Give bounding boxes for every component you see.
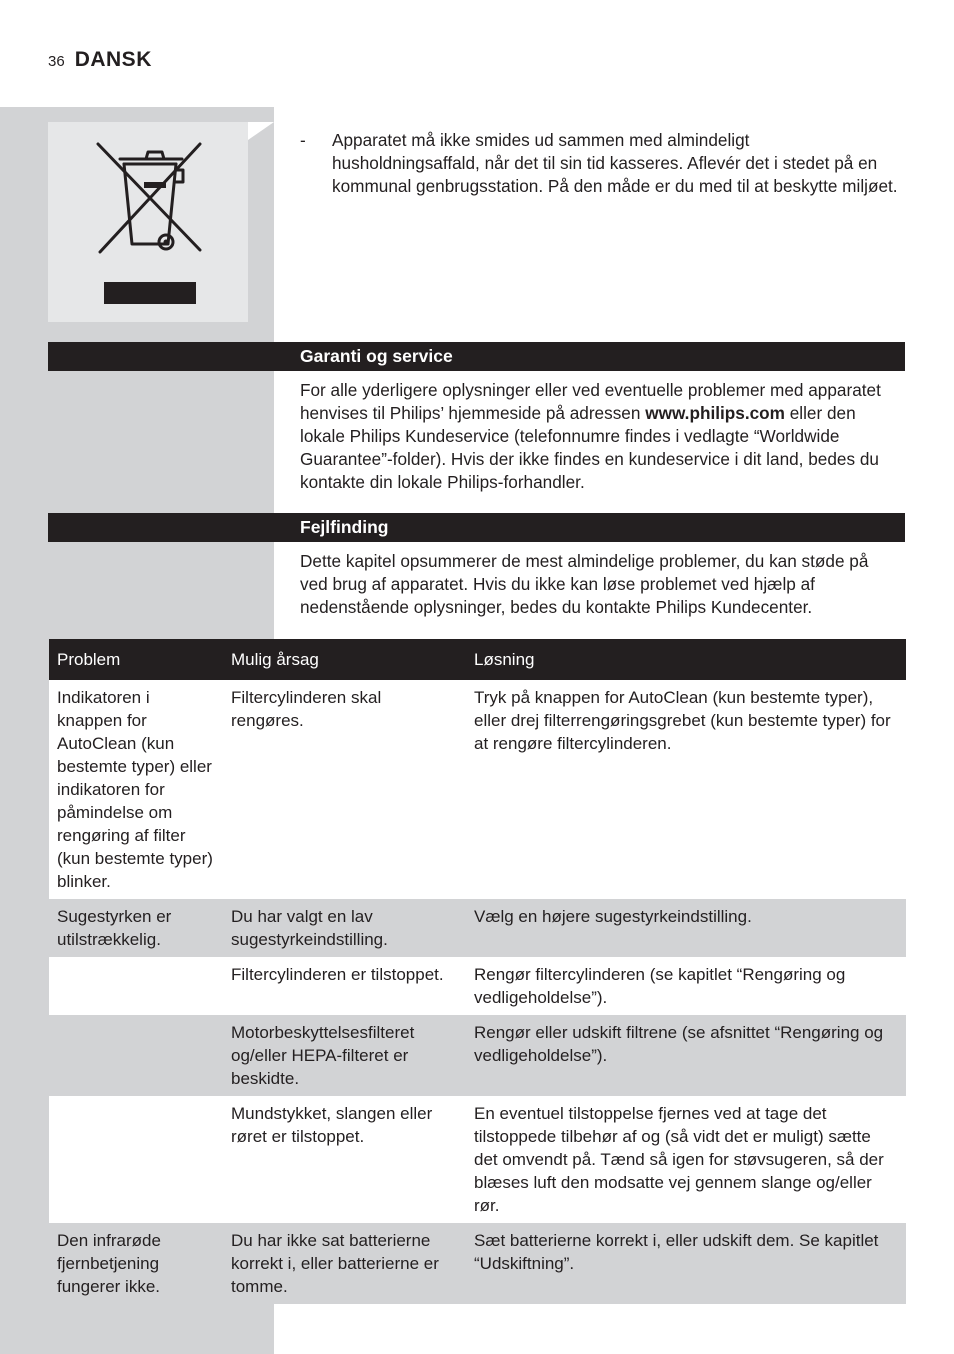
column-header-cause: Mulig årsag <box>223 639 466 680</box>
troubleshooting-intro: Dette kapitel opsummerer de mest almindelige problemer, du kan støde på ved brug af apparatet. Hvis du ikke kan løse problemet ved hjælp af nedenstående oplysninger, bedes du kontakte Philips Kundecenter. <box>300 551 869 617</box>
warranty-text-before: For alle yderligere oplysninger eller ved eventuelle problemer med apparatet henvises til Philips’ hjemmeside på adressen <box>300 380 881 423</box>
table-row <box>49 680 906 899</box>
cell-cause: Filtercylinderen skal rengøres. <box>223 680 466 899</box>
cell-problem <box>49 1096 223 1223</box>
cell-problem <box>49 1015 223 1096</box>
section-title-troubleshooting: Fejlfinding <box>300 517 389 537</box>
cell-problem: Sugestyrken er utilstrækkelig. <box>49 899 223 957</box>
page-number: 36 <box>48 53 65 70</box>
table-row <box>49 899 906 957</box>
table-row <box>49 1096 906 1223</box>
cell-cause: Mundstykket, slangen eller røret er tilstoppet. <box>223 1096 466 1223</box>
table-row <box>49 957 906 1015</box>
section-title-warranty: Garanti og service <box>300 346 453 366</box>
cell-solution: Sæt batterierne korrekt i, eller udskift dem. Se kapitlet “Udskiftning”. <box>466 1223 906 1304</box>
philips-url-link[interactable]: www.philips.com <box>645 403 785 423</box>
cell-problem <box>49 957 223 1015</box>
disposal-text: Apparatet må ikke smides ud sammen med almindeligt husholdningsaffald, når det til sin tid kasseres. Aflevér det i stedet på en kommunal genbrugsstation. På den måde er du med til at beskytte miljøet. <box>332 130 898 196</box>
crossed-out-wheelie-bin-icon <box>48 122 248 322</box>
table-header-row <box>49 639 906 680</box>
callout-pointer <box>248 122 274 140</box>
warranty-text-after: eller den lokale Philips Kundeservice (telefonnumre findes i vedlagte “Worldwide Guarantee”-folder). Hvis der ikke findes en kundeservice i dit land, bedes du kontakte din lokale Philips-forhandler. <box>300 403 879 492</box>
table-row <box>49 1223 906 1304</box>
column-header-problem: Problem <box>49 639 223 680</box>
cell-cause: Filtercylinderen er tilstoppet. <box>223 957 466 1015</box>
cell-solution: Rengør filtercylinderen (se kapitlet “Rengøring og vedligeholdelse”). <box>466 957 906 1015</box>
cell-cause: Du har valgt en lav sugestyrkeindstilling. <box>223 899 466 957</box>
section-bar-troubleshooting <box>48 513 905 542</box>
cell-solution: Tryk på knappen for AutoClean (kun bestemte typer), eller drej filterrengøringsgrebet (kun bestemte typer) for at rengøre filtercylinderen. <box>466 680 906 899</box>
cell-cause: Motorbeskyttelsesfilteret og/eller HEPA-filteret er beskidte. <box>223 1015 466 1096</box>
warranty-paragraph <box>300 379 900 494</box>
bullet-dash: - <box>300 130 306 150</box>
cell-solution: Vælg en højere sugestyrkeindstilling. <box>466 899 906 957</box>
cell-problem: Den infrarøde fjernbetjening fungerer ikke. <box>49 1223 223 1304</box>
table-row <box>49 1015 906 1096</box>
weee-symbol-panel <box>48 122 248 322</box>
cell-cause: Du har ikke sat batterierne korrekt i, eller batterierne er tomme. <box>223 1223 466 1304</box>
page-header <box>48 48 152 74</box>
column-header-solution: Løsning <box>466 639 906 680</box>
troubleshooting-table <box>49 639 906 1304</box>
cell-problem: Indikatoren i knappen for AutoClean (kun bestemte typer) eller indikatoren for påmindelse om rengøring af filter (kun bestemte typer) blinker. <box>49 680 223 899</box>
cell-solution: En eventuel tilstoppelse fjernes ved at tage det tilstoppede tilbehør af og (så vidt det er muligt) sætte det omvendt på. Tænd så igen for støvsugeren, så der blæses luft den modsatte vej gennem slange og/eller rør. <box>466 1096 906 1223</box>
section-bar-warranty <box>48 342 905 371</box>
section-language: DANSK <box>74 48 152 71</box>
cell-solution: Rengør eller udskift filtrene (se afsnittet “Rengøring og vedligeholdelse”). <box>466 1015 906 1096</box>
